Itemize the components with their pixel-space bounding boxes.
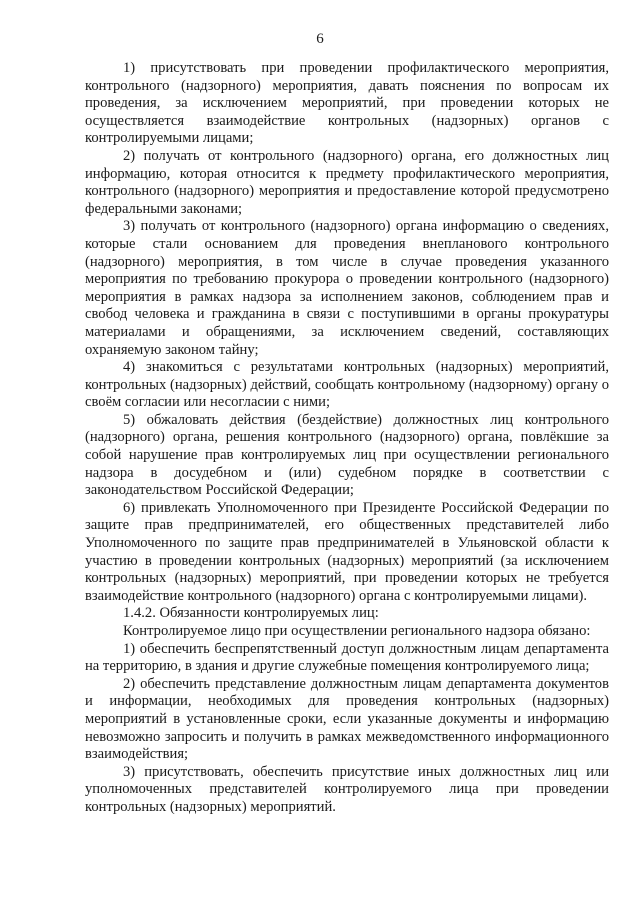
page-number: 6 [316,31,324,47]
right-item-1-attend: 1) присутствовать при проведении профилактического мероприятия, контрольного (надзорного) мероприятия, давать пояснения по вопросам их проведения, за исключением мероприятий, при проведении которых не осуществляется взаимодействие контрольных (надзорных) органов с контролируемыми лицами; [85,60,609,147]
obligation-item-2-documents: 2) обеспечить представление должностным лицам департамента документов и информации, необходимых для проведения контрольных (надзорных) мероприятий в установленные сроки, если указанные документы и информацию невозможно запросить и получить в рамках межведомственного информационного взаимодействия; [85,675,609,763]
section-heading-obligations: 1.4.2. Обязанности контролируемых лиц: [123,605,379,622]
obligations-intro: Контролируемое лицо при осуществлении регионального надзора обязано: [123,623,591,639]
right-item-6-ombudsman: 6) привлекать Уполномоченного при Президенте Российской Федерации по защите прав предпринимателей, его общественных представителей либо Уполномоченного по защите прав предпринимателей в Ульяновской области к участию в проведении контрольных (надзорных) мероприятий (за исключением контрольных (надзорных) мероприятий, при проведении которых не требуется взаимодействие контрольного (надзорного) органа с контролируемыми лицами). [85,499,609,604]
document-body [85,60,609,817]
right-item-2-receive-info: 2) получать от контрольного (надзорного) органа, его должностных лиц информацию, которая относится к предмету профилактического мероприятия, контрольного (надзорного) мероприятия и предоставление которой предусмотрено федеральными законами; [85,147,609,217]
obligation-item-3-presence: 3) присутствовать, обеспечить присутствие иных должностных лиц или уполномоченных представителей контролируемого лица при проведении контрольных (надзорных) мероприятий. [85,763,609,815]
right-item-4-review-results: 4) знакомиться с результатами контрольных (надзорных) мероприятий, контрольных (надзорных) действий, сообщать контрольному (надзорному) органу о своём согласии или несогласии с ними; [85,359,609,411]
right-item-3-receive-grounds: 3) получать от контрольного (надзорного) органа информацию о сведениях, которые стали основанием для проведения внепланового контрольного (надзорного) мероприятия, в том числе в случае проведения указанного мероприятия по требованию прокурора о проведении контрольного (надзорного) мероприятия в рамках надзора за исполнением законов, соблюдением прав и свобод человека и гражданина в связи с поступившими в органы прокуратуры материалами и обращениями, за исключением сведений, составляющих охраняемую законом тайну; [85,218,609,358]
right-item-5-appeal: 5) обжаловать действия (бездействие) должностных лиц контрольного (надзорного) органа, решения контрольного (надзорного) органа, повлёкшие за собой нарушение прав контролируемых лиц при осуществлении регионального надзора в досудебном и (или) судебном порядке в соответствии с законодательством Российской Федерации; [85,411,609,499]
obligation-item-1-access: 1) обеспечить беспрепятственный доступ должностным лицам департамента на территорию, в здания и другие служебные помещения контролируемого лица; [85,640,609,675]
